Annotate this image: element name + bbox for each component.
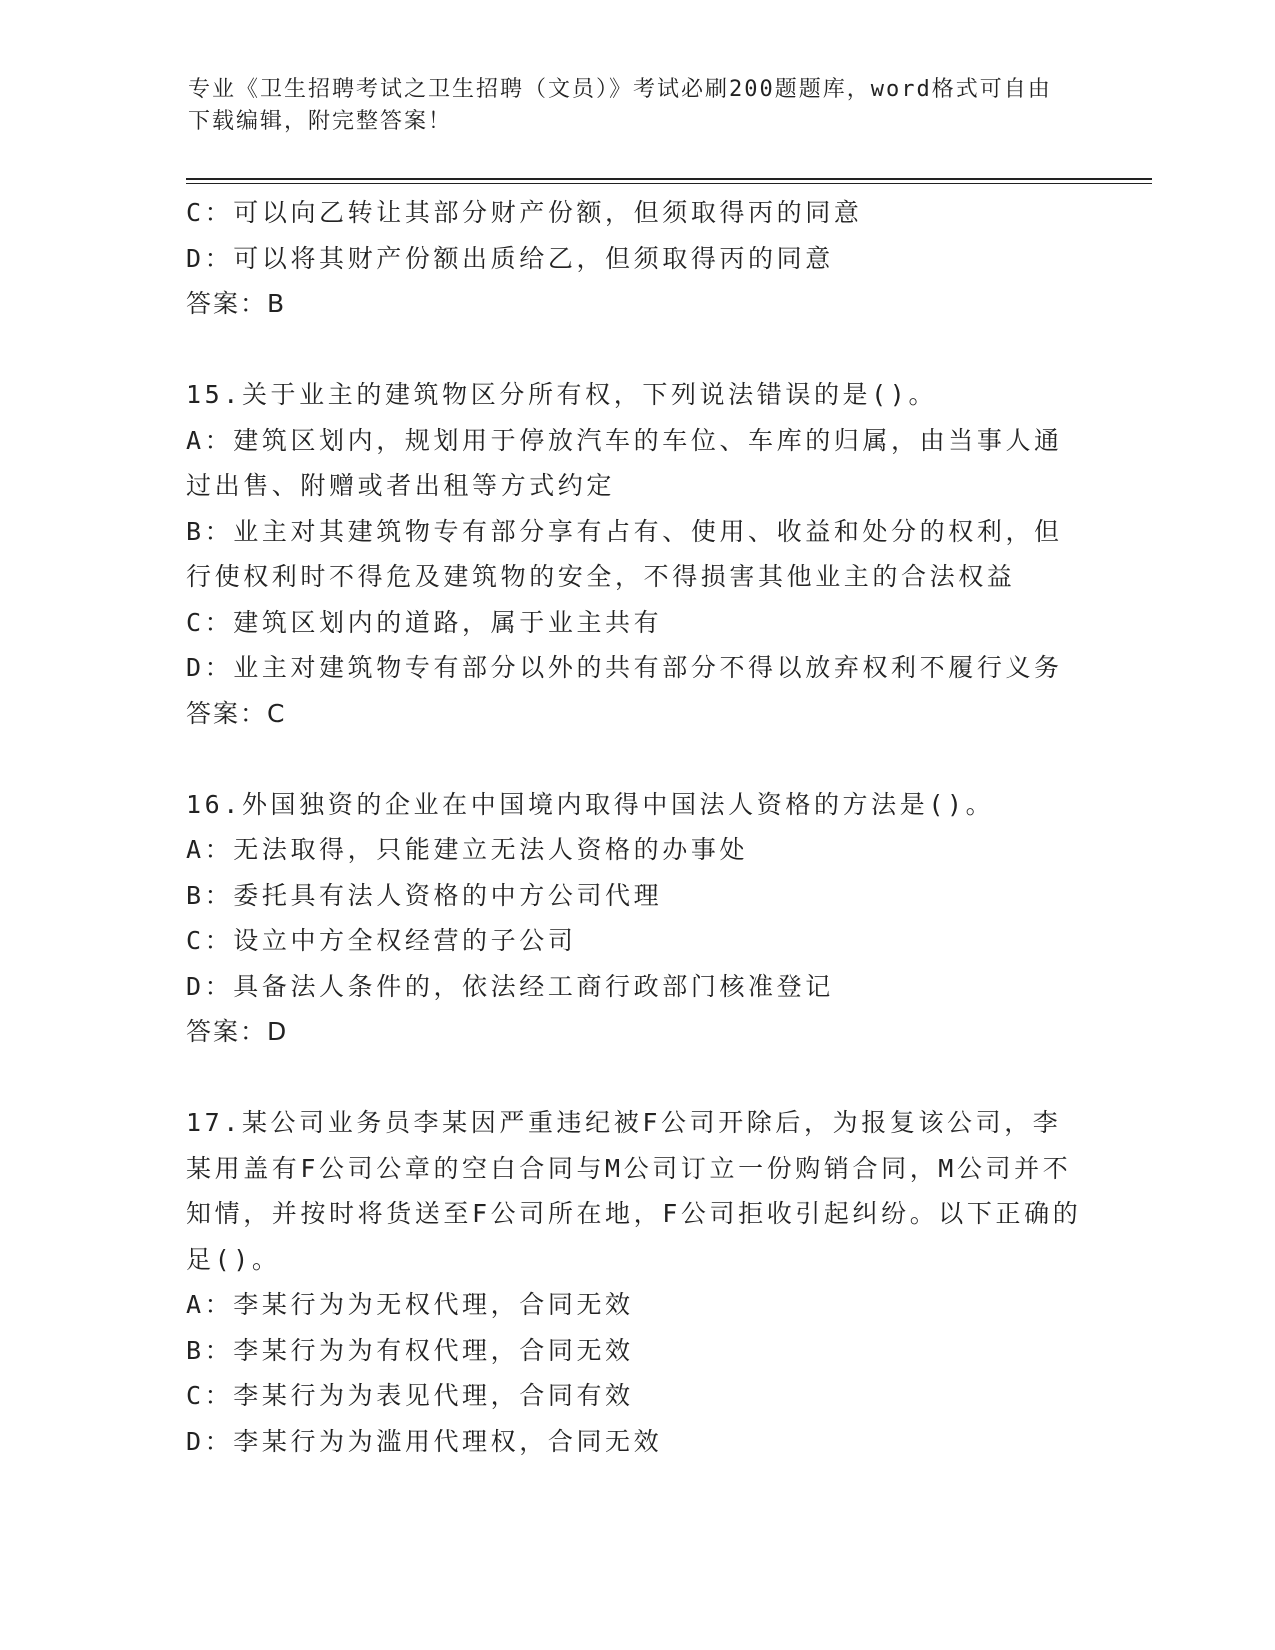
answer-label: 答案：D: [186, 1017, 289, 1046]
document-body: [186, 190, 1086, 1464]
spacer: [186, 327, 1086, 373]
spacer: [186, 1055, 1086, 1101]
question-16: [186, 782, 1086, 1055]
option-c: C：设立中方全权经营的子公司: [186, 926, 577, 955]
question-stem: 17.某公司业务员李某因严重违纪被F公司开除后，为报复该公司，李某用盖有F公司公章的空白合同与M公司订立一份购销合同，M公司并不知情，并按时将货送至F公司所在地，F公司拒收引起纠纷。以下正确的足()。: [186, 1108, 1082, 1274]
option-c: C：建筑区划内的道路，属于业主共有: [186, 607, 663, 637]
header-rule-thick: [186, 178, 1152, 180]
option-b: B：委托具有法人资格的中方公司代理: [186, 880, 663, 910]
document-header: 专业《卫生招聘考试之卫生招聘（文员）》考试必刷200题题库，word格式可自由下载编辑，附完整答案！: [188, 77, 1052, 134]
option-d: D：可以将其财产份额出质给乙，但须取得丙的同意: [186, 243, 834, 273]
option-a: A：无法取得，只能建立无法人资格的办事处: [186, 835, 749, 864]
option-a: A：李某行为为无权代理，合同无效: [186, 1290, 634, 1319]
header-rule-thin: [186, 183, 1152, 184]
question-17: [186, 1100, 1086, 1464]
option-b: B：业主对其建筑物专有部分享有占有、使用、收益和处分的权利，但行使权利时不得危及建筑物的安全，不得损害其他业主的合法权益: [186, 516, 1063, 591]
spacer: [186, 736, 1086, 782]
previous-question-tail: [186, 190, 1086, 327]
option-d: D：李某行为为滥用代理权，合同无效: [186, 1426, 663, 1456]
question-15: [186, 372, 1086, 736]
answer-label: 答案：B: [186, 289, 287, 318]
option-a: A：建筑区划内，规划用于停放汽车的车位、车库的归属，由当事人通过出售、附赠或者出租等方式约定: [186, 425, 1063, 500]
option-d: D：业主对建筑物专有部分以外的共有部分不得以放弃权利不履行义务: [186, 653, 1063, 682]
option-b: B：李某行为为有权代理，合同无效: [186, 1335, 634, 1365]
option-c: C：李某行为为表见代理，合同有效: [186, 1381, 634, 1410]
option-c: C：可以向乙转让其部分财产份额，但须取得丙的同意: [186, 198, 863, 227]
answer-label: 答案：C: [186, 698, 287, 728]
question-stem: 16.外国独资的企业在中国境内取得中国法人资格的方法是()。: [186, 789, 995, 819]
option-d: D：具备法人条件的，依法经工商行政部门核准登记: [186, 971, 834, 1001]
question-stem: 15.关于业主的建筑物区分所有权，下列说法错误的是()。: [186, 380, 938, 409]
